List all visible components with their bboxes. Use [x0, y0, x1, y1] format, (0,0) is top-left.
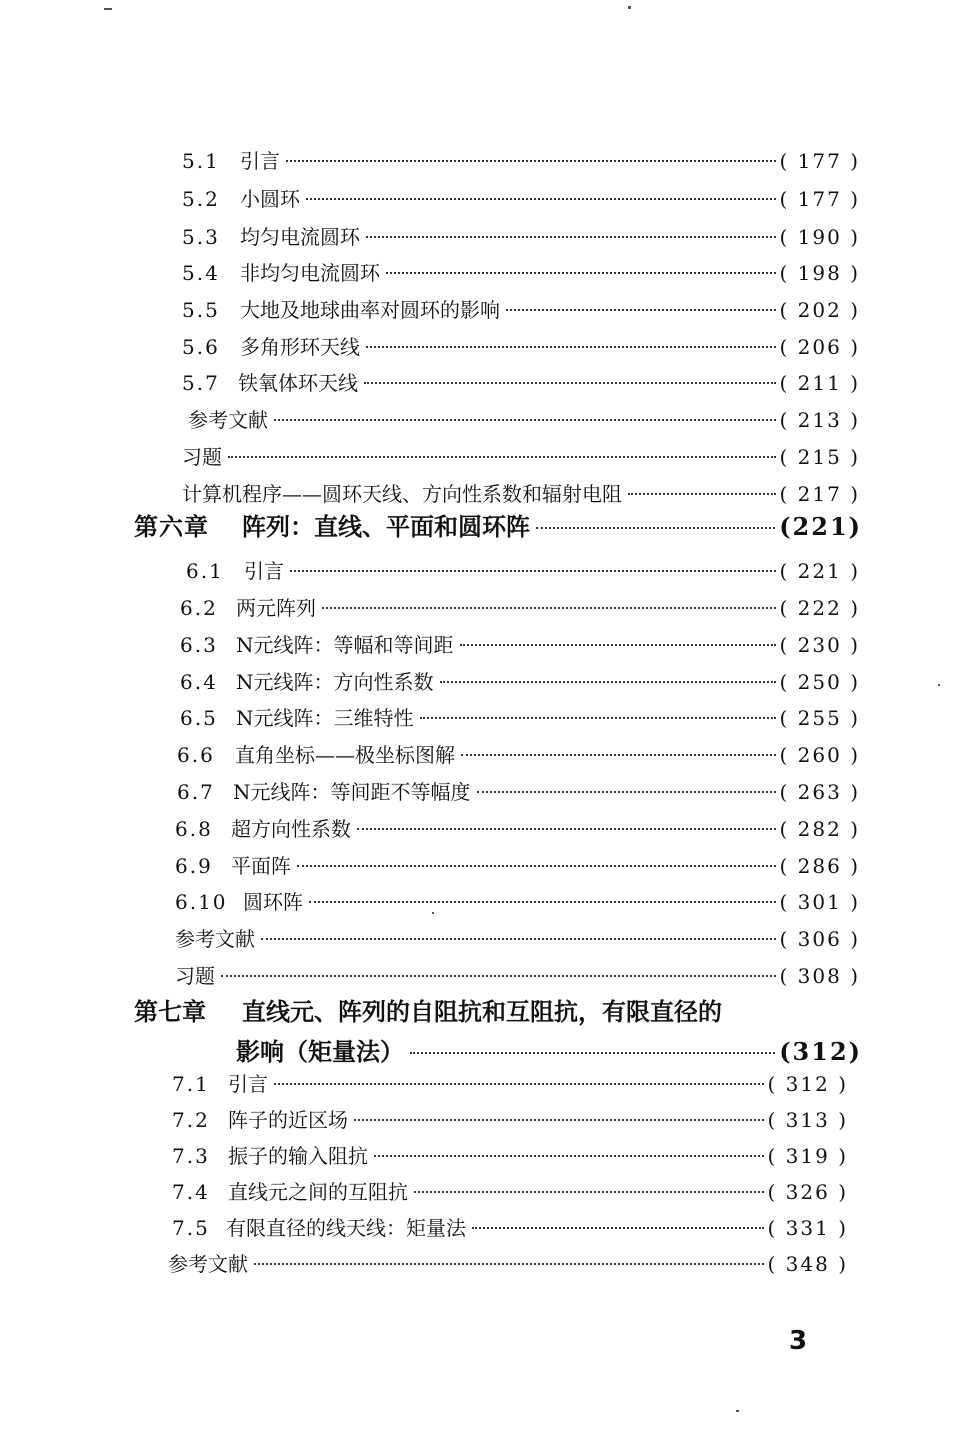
section-title: N元线阵：三维特性 [236, 706, 414, 730]
section-number: 6.10 [175, 890, 228, 914]
page-ref: ( 263 ) [779, 780, 860, 804]
section-title: 阵子的近区场 [228, 1108, 348, 1132]
section-title: 引言 [228, 1072, 268, 1096]
toc-entry [182, 186, 860, 212]
chapter-title: 阵列：直线、平面和圆环阵 [242, 512, 530, 541]
dot-leader [286, 160, 776, 162]
page-ref: ( 348 ) [767, 1252, 848, 1276]
section-number: 7.1 [172, 1072, 210, 1096]
section-title: 计算机程序——圆环天线、方向性系数和辐射电阻 [182, 482, 622, 506]
section-number: 5.2 [182, 187, 220, 211]
dot-leader [221, 975, 776, 977]
page-ref: ( 202 ) [779, 298, 860, 322]
dot-leader [357, 828, 776, 830]
toc-entry [175, 853, 860, 879]
section-number: 7.5 [172, 1216, 210, 1240]
chapter-title-line2: 影响（矩量法） [236, 1037, 404, 1066]
chapter-label: 第六章 [134, 512, 209, 541]
toc-entry [182, 444, 860, 470]
toc-entry [177, 742, 860, 768]
dot-leader [628, 493, 776, 495]
section-number: 6.4 [180, 670, 218, 694]
page-ref: ( 177 ) [779, 149, 860, 173]
section-title: 参考文献 [175, 927, 255, 951]
dot-leader [254, 1263, 764, 1265]
dot-leader [440, 681, 776, 683]
section-number: 6.9 [175, 854, 213, 878]
page-ref: ( 260 ) [779, 743, 860, 767]
toc-entry [175, 889, 860, 915]
section-number: 5.1 [182, 149, 220, 173]
section-number: 5.6 [182, 335, 220, 359]
scan-speck [432, 912, 434, 914]
dot-leader [506, 309, 776, 311]
page-ref: ( 198 ) [779, 261, 860, 285]
page-ref: ( 255 ) [779, 706, 860, 730]
page-ref: ( 177 ) [779, 187, 860, 211]
section-title: 有限直径的线天线：矩量法 [226, 1216, 466, 1240]
dot-leader [309, 901, 776, 903]
dot-leader [354, 1119, 764, 1121]
dot-leader [461, 754, 776, 756]
toc-entry [168, 1251, 848, 1277]
section-title: 两元阵列 [236, 596, 316, 620]
section-number: 6.8 [175, 817, 213, 841]
toc-entry [175, 963, 860, 989]
scan-speck [736, 1410, 739, 1412]
section-number: 6.3 [180, 633, 218, 657]
section-title: 振子的输入阻抗 [228, 1144, 368, 1168]
section-number: 5.3 [182, 225, 220, 249]
section-number: 6.1 [186, 559, 224, 583]
section-title: 习题 [182, 445, 222, 469]
dot-leader [366, 346, 776, 348]
toc-entry [180, 669, 860, 695]
page-number: 3 [789, 1326, 808, 1356]
page-ref: (221) [779, 512, 862, 541]
section-title: 圆环阵 [243, 890, 303, 914]
toc-entry [172, 1071, 848, 1097]
toc-entry [172, 1179, 848, 1205]
toc-entry [175, 926, 860, 952]
section-title: 大地及地球曲率对圆环的影响 [240, 298, 500, 322]
dot-leader [290, 570, 776, 572]
chapter-label: 第七章 [134, 997, 206, 1026]
section-number: 6.5 [180, 706, 218, 730]
toc-entry [175, 816, 860, 842]
page-ref: ( 250 ) [779, 670, 860, 694]
toc-entry [180, 705, 860, 731]
page-ref: ( 213 ) [779, 408, 860, 432]
section-number: 5.4 [182, 261, 220, 285]
dot-leader [414, 1191, 764, 1193]
dot-leader [420, 717, 776, 719]
section-title: 直线元之间的互阻抗 [228, 1180, 408, 1204]
page-ref: ( 215 ) [779, 445, 860, 469]
dot-leader [261, 938, 776, 940]
section-title: 引言 [244, 559, 284, 583]
section-title: N元线阵：等间距不等幅度 [233, 780, 471, 804]
section-number: 6.6 [177, 743, 215, 767]
scan-speck [104, 8, 112, 10]
dot-leader [472, 1227, 764, 1229]
dot-leader [228, 456, 776, 458]
toc-entry [172, 1143, 848, 1169]
section-number: 6.7 [177, 780, 215, 804]
section-title: 习题 [175, 964, 215, 988]
section-number: 5.5 [182, 298, 220, 322]
page-ref: ( 206 ) [779, 335, 860, 359]
page-ref: ( 286 ) [779, 854, 860, 878]
page-ref: ( 222 ) [779, 596, 860, 620]
toc-entry [180, 632, 860, 658]
toc-entry [180, 595, 860, 621]
page-ref: ( 313 ) [767, 1108, 848, 1132]
section-title: 非均匀电流圆环 [240, 261, 380, 285]
dot-leader [386, 272, 776, 274]
section-title: 参考文献 [188, 408, 268, 432]
page-ref: ( 308 ) [779, 964, 860, 988]
toc-entry [182, 481, 860, 507]
page-ref: ( 326 ) [767, 1180, 848, 1204]
section-number: 7.3 [172, 1144, 210, 1168]
page-ref: ( 282 ) [779, 817, 860, 841]
toc-entry [182, 297, 860, 323]
chapter-heading-continued [236, 1039, 862, 1065]
section-number: 6.2 [180, 596, 218, 620]
toc-entry [182, 148, 860, 174]
scan-speck [938, 684, 940, 686]
chapter-title-line1: 直线元、阵列的自阻抗和互阻抗，有限直径的 [242, 997, 722, 1026]
dot-leader [536, 527, 775, 529]
dot-leader [477, 791, 776, 793]
toc-entry [182, 260, 860, 286]
page-ref: ( 190 ) [779, 225, 860, 249]
dot-leader [297, 865, 776, 867]
toc-entry [172, 1107, 848, 1133]
section-title: N元线阵：等幅和等间距 [236, 633, 454, 657]
page-ref: ( 230 ) [779, 633, 860, 657]
toc-entry [182, 334, 860, 360]
section-number: 5.7 [182, 371, 220, 395]
page-ref: ( 319 ) [767, 1144, 848, 1168]
section-title: 直角坐标——极坐标图解 [235, 743, 455, 767]
section-number: 7.2 [172, 1108, 210, 1132]
dot-leader [322, 607, 776, 609]
page-ref: ( 312 ) [767, 1072, 848, 1096]
section-title: 引言 [240, 149, 280, 173]
page-ref: ( 211 ) [779, 371, 860, 395]
page-ref: ( 331 ) [767, 1216, 848, 1240]
toc-entry [182, 224, 860, 250]
section-title: 参考文献 [168, 1252, 248, 1276]
toc-entry [172, 1215, 848, 1241]
dot-leader [374, 1155, 764, 1157]
dot-leader [366, 236, 776, 238]
section-title: 超方向性系数 [231, 817, 351, 841]
page-ref: ( 217 ) [779, 482, 860, 506]
section-title: 铁氧体环天线 [238, 371, 358, 395]
section-title: 多角形环天线 [240, 335, 360, 359]
dot-leader [274, 1083, 764, 1085]
section-title: 平面阵 [231, 854, 291, 878]
dot-leader [460, 644, 776, 646]
dot-leader [306, 198, 776, 200]
toc-entry [182, 370, 860, 396]
chapter-heading [134, 514, 862, 540]
section-title: 小圆环 [240, 187, 300, 211]
page-ref: ( 301 ) [779, 890, 860, 914]
page-ref: (312) [779, 1037, 862, 1066]
dot-leader [410, 1052, 775, 1054]
dot-leader [364, 382, 776, 384]
scan-speck [628, 6, 631, 9]
toc-entry [177, 779, 860, 805]
page-ref: ( 306 ) [779, 927, 860, 951]
toc-entry [188, 407, 860, 433]
section-number: 7.4 [172, 1180, 210, 1204]
section-title: N元线阵：方向性系数 [236, 670, 434, 694]
dot-leader [274, 419, 776, 421]
chapter-heading [134, 997, 722, 1027]
toc-entry [186, 558, 860, 584]
section-title: 均匀电流圆环 [240, 225, 360, 249]
page-ref: ( 221 ) [779, 559, 860, 583]
